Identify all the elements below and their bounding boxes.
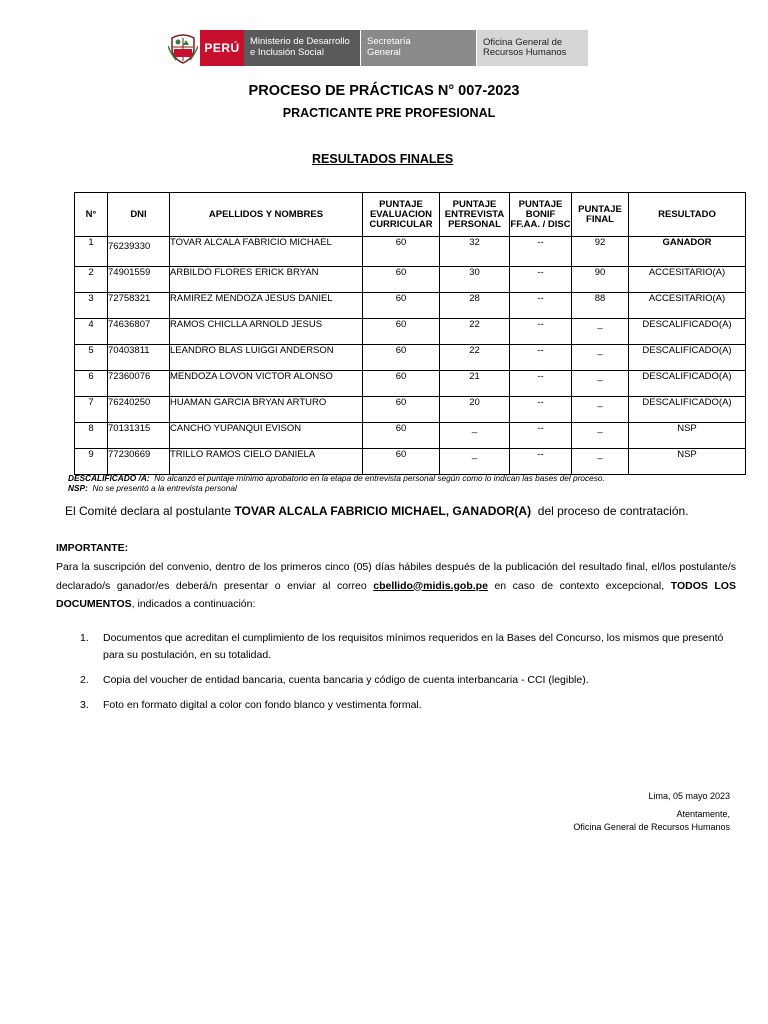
- cell-dni: 70131315: [108, 423, 170, 449]
- cell-curricular: 60: [363, 267, 440, 293]
- cell-dni: 76239330: [108, 237, 170, 267]
- cell-dni: 74636807: [108, 319, 170, 345]
- cell-final: _: [572, 449, 629, 475]
- cell-number: 8: [75, 423, 108, 449]
- header-number: N°: [75, 193, 108, 237]
- cell-final: _: [572, 345, 629, 371]
- table-row: [75, 423, 746, 449]
- cell-result: ACCESITARIO(A): [629, 293, 746, 319]
- cell-number: 1: [75, 237, 108, 267]
- cell-number: 6: [75, 371, 108, 397]
- cell-interview: _: [440, 449, 510, 475]
- cell-number: 9: [75, 449, 108, 475]
- cell-name: CANCHO YUPANQUI EVISON: [170, 423, 363, 449]
- contact-email-link[interactable]: cbellido@midis.gob.pe: [373, 579, 488, 592]
- office-label: Oficina General de Recursos Humanos: [476, 30, 588, 66]
- cell-dni: 74901559: [108, 267, 170, 293]
- cell-interview: 28: [440, 293, 510, 319]
- table-row: [75, 319, 746, 345]
- cell-interview: 22: [440, 319, 510, 345]
- cell-bonus: --: [510, 293, 572, 319]
- cell-bonus: --: [510, 449, 572, 475]
- header-bonus: PUNTAJE BONIF FF.AA. / DISC: [510, 193, 572, 237]
- note-disqualified: DESCALIFICADO /A: No alcanzó el puntaje mínimo aprobatorio en la etapa de entrevista personal según como lo indican las bases del proceso.: [68, 473, 605, 483]
- secretariat-label: Secretaría General: [360, 30, 476, 66]
- cell-interview: 21: [440, 371, 510, 397]
- cell-number: 4: [75, 319, 108, 345]
- cell-final: _: [572, 423, 629, 449]
- header-final: PUNTAJE FINAL: [572, 193, 629, 237]
- cell-dni: 70403811: [108, 345, 170, 371]
- peru-label: PERÚ: [200, 30, 244, 66]
- header-interview: PUNTAJE ENTREVISTA PERSONAL: [440, 193, 510, 237]
- table-header-row: [75, 193, 746, 237]
- cell-dni: 76240250: [108, 397, 170, 423]
- cell-name: TOVAR ALCALA FABRICIO MICHAEL: [170, 237, 363, 267]
- cell-interview: 30: [440, 267, 510, 293]
- cell-result: DESCALIFICADO(A): [629, 371, 746, 397]
- document-subtitle: PRACTICANTE PRE PROFESIONAL: [282, 106, 496, 120]
- cell-curricular: 60: [363, 371, 440, 397]
- cell-interview: _: [440, 423, 510, 449]
- cell-bonus: --: [510, 267, 572, 293]
- cell-curricular: 60: [363, 449, 440, 475]
- cell-curricular: 60: [363, 423, 440, 449]
- closing: Atentamente,: [676, 809, 730, 819]
- cell-result: DESCALIFICADO(A): [629, 345, 746, 371]
- cell-bonus: --: [510, 345, 572, 371]
- table-row: [75, 345, 746, 371]
- cell-name: RAMIREZ MENDOZA JESUS DANIEL: [170, 293, 363, 319]
- cell-result: GANADOR: [629, 237, 746, 267]
- cell-result: ACCESITARIO(A): [629, 267, 746, 293]
- cell-dni: 72758321: [108, 293, 170, 319]
- ministry-label: Ministerio de Desarrollo e Inclusión Social: [244, 30, 360, 66]
- cell-curricular: 60: [363, 345, 440, 371]
- cell-number: 7: [75, 397, 108, 423]
- cell-final: 88: [572, 293, 629, 319]
- winner-declaration: El Comité declara al postulante TOVAR ALCALA FABRICIO MICHAEL, GANADOR(A) del proceso de contratación.: [65, 504, 689, 518]
- cell-curricular: 60: [363, 319, 440, 345]
- cell-name: TRILLO RAMOS CIELO DANIELA: [170, 449, 363, 475]
- cell-final: 90: [572, 267, 629, 293]
- winner-name: TOVAR ALCALA FABRICIO MICHAEL, GANADOR(A): [234, 504, 532, 518]
- cell-result: NSP: [629, 449, 746, 475]
- cell-bonus: --: [510, 423, 572, 449]
- cell-interview: 20: [440, 397, 510, 423]
- header-name: APELLIDOS Y NOMBRES: [170, 193, 363, 237]
- table-notes: [68, 473, 605, 493]
- important-heading: IMPORTANTE:: [56, 542, 129, 554]
- cell-interview: 22: [440, 345, 510, 371]
- cell-dni: 72360076: [108, 371, 170, 397]
- signing-office: Oficina General de Recursos Humanos: [573, 822, 730, 832]
- cell-name: LEANDRO BLAS LUIGGI ANDERSON: [170, 345, 363, 371]
- cell-bonus: --: [510, 319, 572, 345]
- cell-number: 2: [75, 267, 108, 293]
- cell-result: NSP: [629, 423, 746, 449]
- table-row: [75, 267, 746, 293]
- cell-final: 92: [572, 237, 629, 267]
- cell-result: DESCALIFICADO(A): [629, 397, 746, 423]
- cell-bonus: --: [510, 371, 572, 397]
- cell-name: ARBILDO FLORES ERICK BRYAN: [170, 267, 363, 293]
- important-paragraph: Para la suscripción del convenio, dentro de los primeros cinco (05) días hábiles después de la publicación del resultado final, el/los postulante/s declarado/s ganador/es deberá/n presentar o enviar al correo cbellido@midis.gob.pe en caso de contexto excepcional, TODOS LOS DOCUMENTOS, indicados a continuación:: [56, 561, 736, 610]
- cell-number: 3: [75, 293, 108, 319]
- coat-of-arms-icon: [166, 30, 200, 66]
- header-result: RESULTADO: [629, 193, 746, 237]
- cell-name: MENDOZA LOVON VICTOR ALONSO: [170, 371, 363, 397]
- cell-final: _: [572, 319, 629, 345]
- table-row: [75, 371, 746, 397]
- header-dni: DNI: [108, 193, 170, 237]
- place-date: Lima, 05 mayo 2023: [648, 791, 730, 801]
- cell-curricular: 60: [363, 293, 440, 319]
- cell-dni: 77230669: [108, 449, 170, 475]
- table-row: [75, 449, 746, 475]
- cell-bonus: --: [510, 397, 572, 423]
- cell-interview: 32: [440, 237, 510, 267]
- cell-number: 5: [75, 345, 108, 371]
- document-title: PROCESO DE PRÁCTICAS N° 007-2023: [248, 83, 520, 99]
- section-title: RESULTADOS FINALES: [312, 152, 454, 166]
- cell-result: DESCALIFICADO(A): [629, 319, 746, 345]
- cell-name: HUAMAN GARCIA BRYAN ARTURO: [170, 397, 363, 423]
- header-banner: [166, 30, 588, 66]
- cell-final: _: [572, 371, 629, 397]
- note-nsp: NSP: No se presentó a la entrevista personal: [68, 483, 237, 493]
- results-table: [74, 192, 746, 475]
- cell-curricular: 60: [363, 397, 440, 423]
- cell-curricular: 60: [363, 237, 440, 267]
- cell-bonus: --: [510, 237, 572, 267]
- cell-final: _: [572, 397, 629, 423]
- table-row: [75, 293, 746, 319]
- cell-name: RAMOS CHICLLA ARNOLD JESUS: [170, 319, 363, 345]
- table-row: [75, 237, 746, 267]
- table-row: [75, 397, 746, 423]
- header-curricular: PUNTAJE EVALUACION CURRICULAR: [363, 193, 440, 237]
